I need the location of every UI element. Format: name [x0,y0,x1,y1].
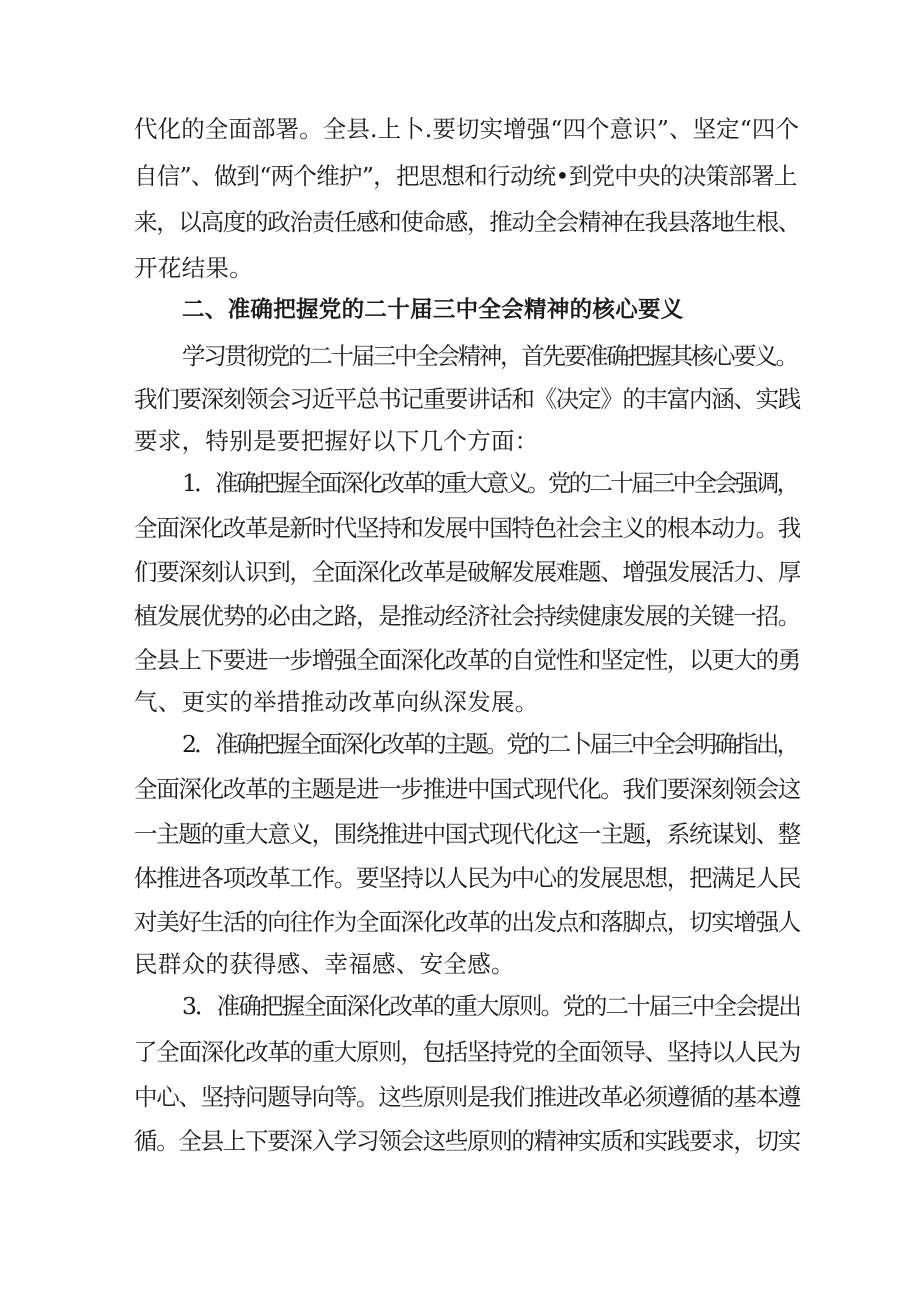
section-heading: 二、准确把握党的二十届三中全会精神的核心要义 [182,297,684,323]
text-line: 气、更实的举措推动改革向纵深发展。 [134,688,539,716]
numbered-item-2: 2．准确把握全面深化改革的主题。党的二卜届三中全会明确指出， [182,730,798,758]
text-line: 植发展优势的必由之路，是推动经济社会持续健康发展的关键一招。 [134,602,800,630]
text-line: 中心、坚持问题导向等。这些原则是我们推进改革必须遵循的基本遵 [134,1083,800,1111]
text-line: 全县上下要进一步增强全面深化改革的自觉性和坚定性，以更大的勇 [134,646,800,674]
text-line: 来，以高度的政治责任感和使命感，推动全会精神在我县落地生根、 [134,208,800,236]
text-line: 对美好生活的向往作为全面深化改革的出发点和落脚点，切实增强人 [134,908,800,936]
text-line: 我们要深刻领会习近平总书记重要讲话和《决定》的丰富内涵、实践 [134,385,800,413]
text-line: 循。全县上下要深入学习领会这些原则的精神实质和实践要求，切实 [134,1127,800,1155]
text-line: 全面深化改革是新时代坚持和发展中国特色社会主义的根本动力。我 [134,514,800,542]
numbered-item-3: 3．准确把握全面深化改革的重大原则。党的二十届三中全会提出 [182,992,800,1020]
text-line: 学习贯彻党的二十届三中全会精神，首先要准确把握其核心要义。 [182,342,797,370]
text-line: 自信”、做到“两个维护”，把思想和行动统•到党中央的决策部署上 [134,162,797,190]
text-line: 了全面深化改革的重大原则，包括坚持党的全面领导、坚持以人民为 [134,1038,800,1066]
text-line: 全面深化改革的主题是进一步推进中国式现代化。我们要深刻领会这 [134,775,800,803]
text-line: 体推进各项改革工作。要坚持以人民为中心的发展思想，把满足人民 [134,864,800,892]
text-line: 要求，特别是要把握好以下几个方面： [134,427,539,455]
text-line: 民群众的获得感、幸福感、安全感。 [134,950,515,978]
text-line: 们要深刻认识到，全面深化改革是破解发展难题、增强发展活力、厚 [134,558,800,586]
text-line: 一主题的重大意义，围绕推进中国式现代化这一主题，系统谋划、整 [134,820,800,848]
text-line: 开花结果。 [134,254,253,282]
numbered-item-1: 1．准确把握全面深化改革的重大意义。党的二十届三中全会强调， [182,469,798,497]
text-line: 代化的全面部署。全县.上卜.要切实增强“四个意识”、坚定“四个 [134,115,800,143]
